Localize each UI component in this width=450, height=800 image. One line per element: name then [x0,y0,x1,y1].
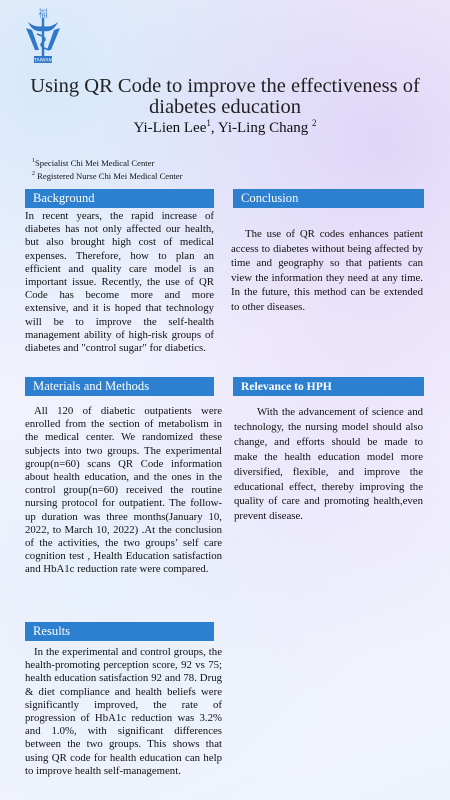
authors-line [0,118,450,137]
relevance-heading: Relevance to HPH [233,377,424,396]
logo-text: TAIWAN [34,58,52,64]
methods-heading: Materials and Methods [25,377,214,396]
results-heading: Results [25,622,214,641]
poster-title: Using QR Code to improve the effectiveness of diabetes education [30,75,420,118]
caduceus-logo-icon [22,6,64,70]
conclusion-heading: Conclusion [233,189,424,208]
affiliations [32,156,183,182]
author-2-sup: 2 [312,118,317,128]
conclusion-text: The use of QR codes enhances patient access to diabetes without being affected by time and geography so that patients can view the information they need at any time. In the future, this method can be extended to other diseases. [231,228,423,313]
author-1: Yi-Lien Lee [133,120,207,136]
affiliation-1: $^1$Specialist Chi Mei Medical Center [32,157,155,168]
logo-glyph: 福 [38,9,48,20]
results-text: In the experimental and control groups, the health-promoting perception score, 92 vs 75; health education satisfaction 92 and 78. Drug & diet compliance and health beliefs were significantly improved, the rate of progression of HbA1c reduction was 3.2% and 1.0%, with significant differences between the two groups. This shows that using QR code for health education can help to improve health self-management. [25,646,222,777]
relevance-text: With the advancement of science and technology, the nursing model should also change, and efforts should be made to make the health education model more diversified, flexible, and improve the educational effect, thereby improving the quality of care and promoting health,even prevent disease. [234,406,423,523]
methods-text: All 120 of diabetic outpatients were enrolled from the section of metabolism in the medical center. We randomized these subjects into two groups. The experimental group(n=60) scans QR Code information about health education, and the ones in the control group(n=60) received the routine nursing protocol for outpatient. The follow-up duration was three months(January 10, 2022, to March 10, 2022) .At the conclusion of the activities, the two groups’ self care cognition test , Health Education satisfaction and HbA1c reduction rate were compared. [25,405,222,576]
hospital-logo [22,6,64,70]
background-heading: Background [25,189,214,208]
background-text: In recent years, the rapid increase of diabetes has not only affected our health, but also brought high cost of medical expenses. Therefore, how to plan an efficient and quality care model is an important issue. Recently, the use of QR Code has become more and more extensive, and it is hoped that technology will be to improve the self-health management ability of high-risk groups of diabetes and "control sugar" for diabetics. [25,210,214,355]
author-1-sup: 1 [206,118,211,128]
author-separator: , [210,120,218,136]
author-2: Yi-Ling Chang [217,120,312,136]
affiliation-2: $^2$ Registered Nurse Chi Mei Medical Center [32,170,183,181]
